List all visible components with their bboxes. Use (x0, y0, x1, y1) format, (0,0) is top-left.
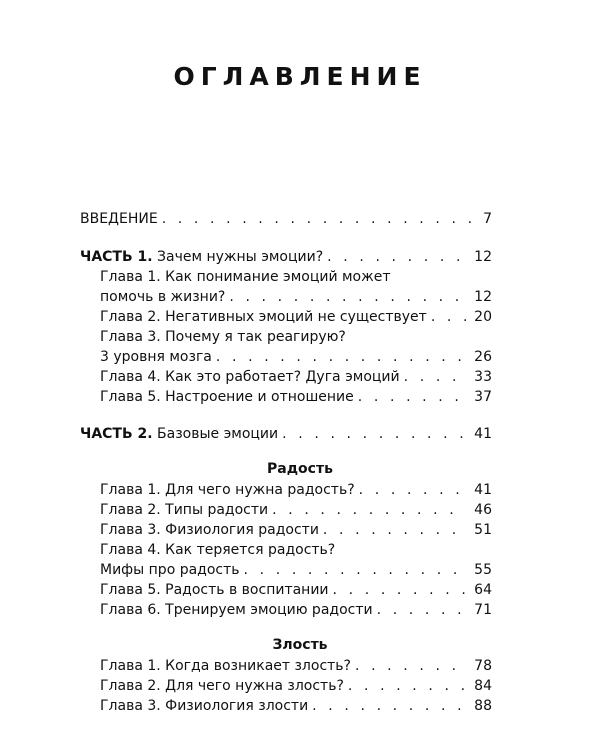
toc-entry-anger-chapter-3[interactable] (100, 696, 492, 716)
leader-dots (272, 500, 466, 520)
leader-dots (333, 580, 466, 600)
toc-page-number: 12 (474, 249, 492, 265)
toc-entry-label (80, 247, 323, 267)
page-title: ОГЛАВЛЕНИЕ (173, 62, 427, 91)
toc-page-number: 46 (474, 502, 492, 518)
toc-entry-part1-chapter-4[interactable] (100, 367, 492, 387)
toc-entry-label: Глава 1. Как понимание эмоций может (100, 269, 391, 285)
toc-page-number: 64 (474, 582, 492, 598)
toc-entry-label: Глава 3. Почему я так реагирую? (100, 329, 346, 345)
leader-dots (431, 307, 466, 327)
toc-entry-label: Глава 2. Для чего нужна злость? (100, 678, 344, 694)
toc-entry-label: ВВЕДЕНИЕ (80, 211, 158, 227)
leader-dots (162, 209, 479, 229)
toc-page-number: 37 (474, 389, 492, 405)
section-heading-anger: Злость (272, 637, 328, 653)
toc-entry-part1-chapter-1[interactable] (100, 287, 492, 307)
toc-page-number: 84 (474, 678, 492, 694)
toc-entry-label: Глава 3. Физиология радости (100, 522, 319, 538)
toc-page-number: 7 (483, 211, 492, 227)
toc-entry-label: Глава 1. Когда возникает злость? (100, 658, 351, 674)
toc-entry-joy-chapter-1[interactable] (100, 480, 492, 500)
toc-entry-label: Глава 6. Тренируем эмоцию радости (100, 602, 373, 618)
toc-entry-joy-chapter-5[interactable] (100, 580, 492, 600)
toc-entry-label: Глава 2. Типы радости (100, 502, 269, 518)
toc-entry-anger-chapter-2[interactable] (100, 676, 492, 696)
part-title: Зачем нужны эмоции? (152, 249, 324, 265)
toc-entry-joy-chapter-3[interactable] (100, 520, 492, 540)
toc-entry-label: помочь в жизни? (100, 289, 226, 305)
toc-entry-part1-chapter-5[interactable] (100, 387, 492, 407)
toc-entry-label: Глава 2. Негативных эмоций не существует (100, 309, 427, 325)
toc-entry-part-2[interactable] (80, 424, 492, 444)
toc-entry-part1-chapter-1-line1[interactable] (100, 267, 492, 287)
toc-entry-part1-chapter-3-line1[interactable] (100, 327, 492, 347)
leader-dots (323, 520, 466, 540)
toc-entry-part1-chapter-3[interactable] (100, 347, 492, 367)
leader-dots (348, 676, 466, 696)
toc-entry-label: Глава 5. Настроение и отношение (100, 389, 354, 405)
toc-page-number: 41 (474, 426, 492, 442)
leader-dots (358, 387, 466, 407)
toc-entry-joy-chapter-4[interactable] (100, 560, 492, 580)
toc-entry-label: Глава 4. Как теряется радость? (100, 542, 336, 558)
leader-dots (327, 247, 466, 267)
toc-entry-joy-chapter-6[interactable] (100, 600, 492, 620)
leader-dots (312, 696, 466, 716)
toc-page-number: 51 (474, 522, 492, 538)
toc-page-number: 78 (474, 658, 492, 674)
toc-entry-label: Глава 5. Радость в воспитании (100, 582, 329, 598)
toc-entry-anger-chapter-1[interactable] (100, 656, 492, 676)
leader-dots (404, 367, 466, 387)
toc-entry-joy-chapter-2[interactable] (100, 500, 492, 520)
part-title: Базовые эмоции (152, 426, 279, 442)
leader-dots (216, 347, 466, 367)
part-number: ЧАСТЬ 2. (80, 426, 153, 442)
toc-page-number: 26 (474, 349, 492, 365)
toc-entry-part1-chapter-2[interactable] (100, 307, 492, 327)
toc-page-number: 71 (474, 602, 492, 618)
part-number: ЧАСТЬ 1. (80, 249, 153, 265)
leader-dots (244, 560, 466, 580)
toc-entry-label: Мифы про радость (100, 562, 240, 578)
leader-dots (355, 656, 466, 676)
toc-page-number: 55 (474, 562, 492, 578)
toc-entry-intro[interactable] (80, 209, 492, 229)
toc-page-number: 12 (474, 289, 492, 305)
toc-page-number: 41 (474, 482, 492, 498)
toc-entry-joy-chapter-4-line1[interactable] (100, 540, 492, 560)
toc-page-number: 88 (474, 698, 492, 714)
toc-page-number: 20 (474, 309, 492, 325)
toc-entry-label: Глава 1. Для чего нужна радость? (100, 482, 355, 498)
leader-dots (359, 480, 466, 500)
leader-dots (377, 600, 466, 620)
toc-entry-part-1[interactable] (80, 247, 492, 267)
leader-dots (282, 424, 466, 444)
toc-entry-label (80, 424, 278, 444)
section-heading-joy: Радость (267, 461, 333, 477)
leader-dots (229, 287, 466, 307)
toc-page-number: 33 (474, 369, 492, 385)
toc-entry-label: Глава 3. Физиология злости (100, 698, 309, 714)
toc-entry-label: Глава 4. Как это работает? Дуга эмоций (100, 369, 400, 385)
toc-entry-label: 3 уровня мозга (100, 349, 212, 365)
